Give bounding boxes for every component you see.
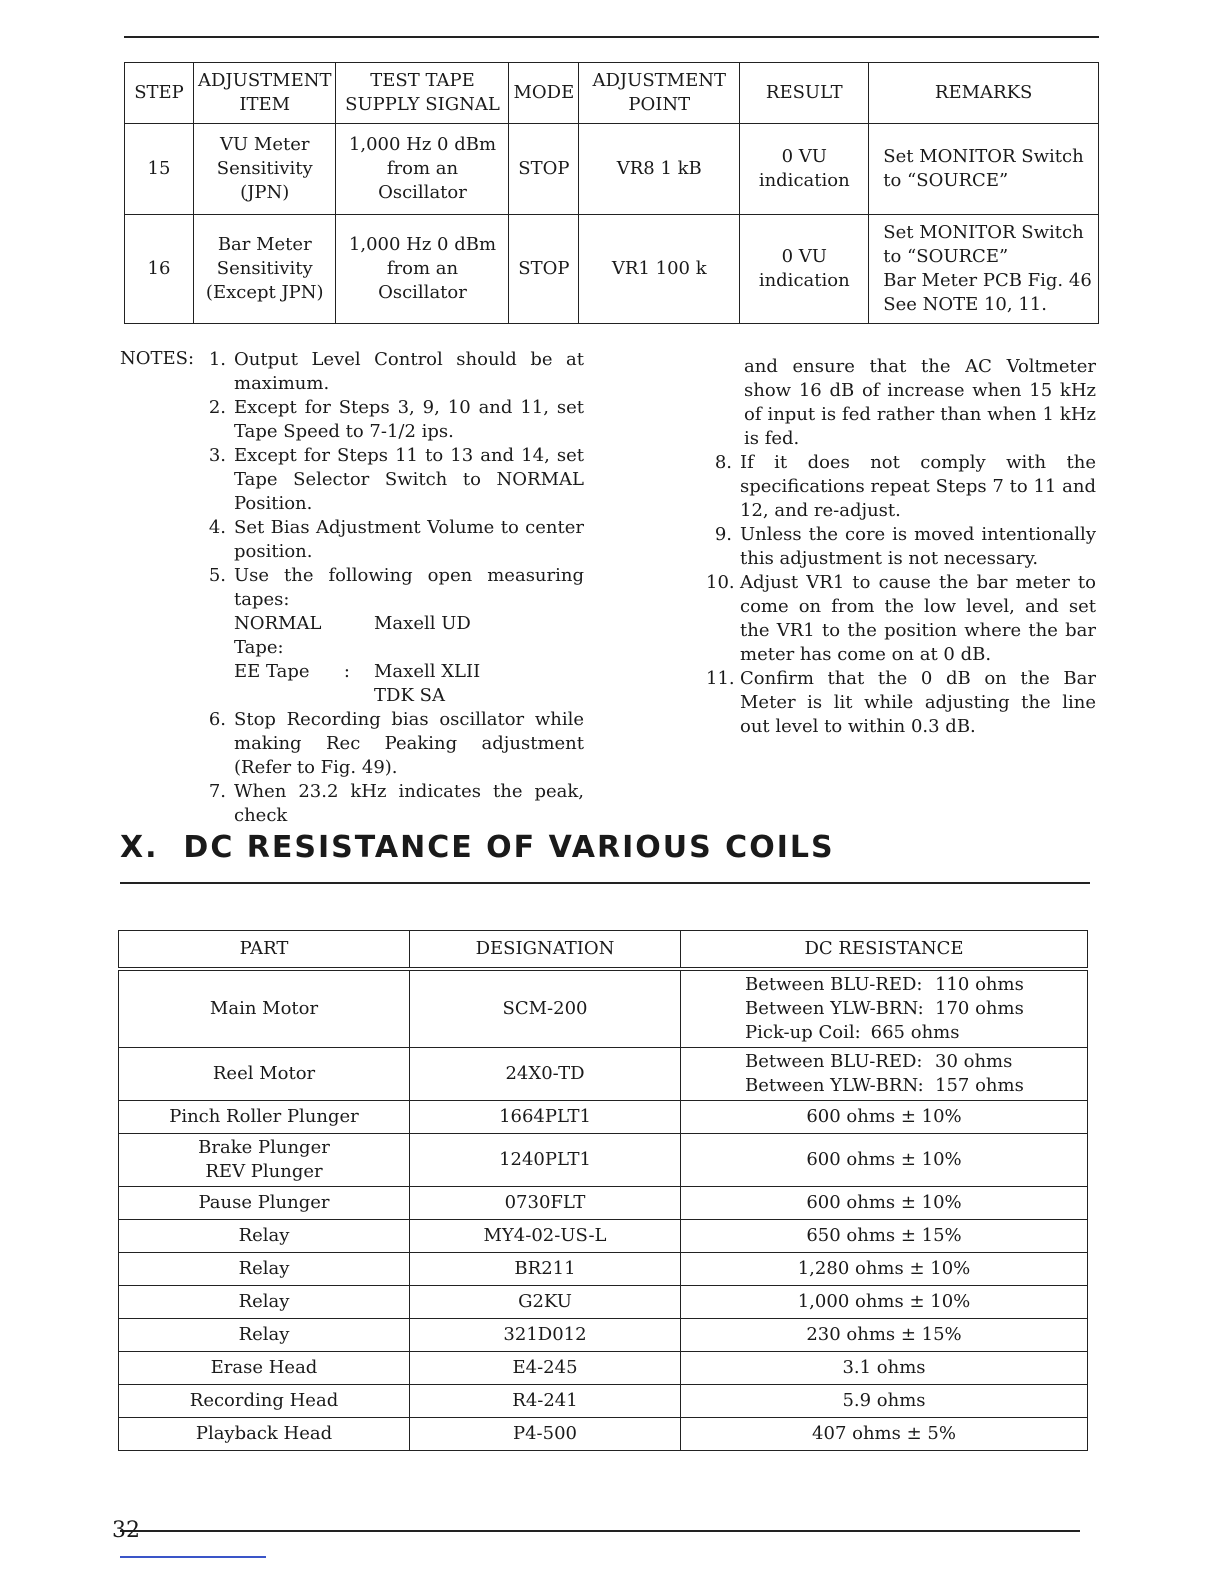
table-row <box>119 1385 1088 1418</box>
note-text: Stop Recording bias oscillator while making Rec Peaking adjustment (Refer to Fig. 49). <box>234 709 584 778</box>
table-header-row <box>125 63 1099 124</box>
item-cell <box>194 215 336 324</box>
dc-resistance-cell: 600 ohms ± 10% <box>681 1101 1088 1134</box>
remarks-line: to “SOURCE” <box>883 170 1009 191</box>
header-adjustment-point: ADJUSTMENT POINT <box>579 63 740 124</box>
dc-label: Between YLW-BRN: <box>745 998 924 1019</box>
result-line: 0 VU <box>781 146 827 167</box>
signal-line: 1,000 Hz 0 dBm <box>348 234 497 255</box>
dc-line <box>745 997 1083 1021</box>
mode-cell: STOP <box>509 124 579 215</box>
dc-resistance-cell: 650 ohms ± 15% <box>681 1220 1088 1253</box>
designation-cell: 1664PLT1 <box>410 1101 681 1134</box>
table-row <box>119 1286 1088 1319</box>
dc-line <box>745 1050 1083 1074</box>
note-item <box>200 780 584 828</box>
signal-cell <box>336 124 509 215</box>
dc-resistance-cell <box>681 969 1088 1048</box>
signal-line: Oscillator <box>378 282 467 303</box>
tape-value: Maxell XLII <box>374 661 481 682</box>
designation-cell: 321D012 <box>410 1319 681 1352</box>
designation-cell: R4-241 <box>410 1385 681 1418</box>
dc-value: 170 ohms <box>935 998 1024 1019</box>
note-number: 4. <box>208 517 226 538</box>
part-cell: Main Motor <box>119 969 410 1048</box>
header-remarks: REMARKS <box>869 63 1099 124</box>
note-item <box>200 708 584 780</box>
remarks-line: to “SOURCE” <box>883 246 1009 267</box>
part-cell: Pinch Roller Plunger <box>119 1101 410 1134</box>
tape-value: TDK SA <box>374 685 445 706</box>
dc-resistance-cell: 600 ohms ± 10% <box>681 1187 1088 1220</box>
note-text: Use the following open measuring tapes: <box>234 565 584 610</box>
header-test-tape: TEST TAPE SUPPLY SIGNAL <box>336 63 509 124</box>
mode-cell: STOP <box>509 215 579 324</box>
part-cell: Relay <box>119 1253 410 1286</box>
note-item <box>200 516 584 564</box>
notes-left-column <box>200 348 584 828</box>
dc-value: 665 ohms <box>870 1022 960 1043</box>
note-continuation: and ensure that the AC Voltmeter show 16 dB of increase when 15 kHz of input is fed rather than when 1 kHz is fed. <box>744 356 1096 449</box>
item-line: Sensitivity <box>216 258 313 279</box>
part-line: Brake Plunger <box>198 1137 330 1158</box>
tape-name: NORMAL Tape: <box>234 613 322 658</box>
signal-line: from an <box>386 258 459 279</box>
note-number: 8. <box>714 452 732 473</box>
step-cell: 16 <box>125 215 194 324</box>
header-adjustment-item: ADJUSTMENT ITEM <box>194 63 336 124</box>
designation-cell: 0730FLT <box>410 1187 681 1220</box>
notes-label: NOTES: <box>120 348 195 369</box>
header-step: STEP <box>125 63 194 124</box>
dc-label: Between BLU-RED: <box>745 1051 923 1072</box>
header-part: PART <box>119 931 410 970</box>
note-item <box>706 523 1096 571</box>
note-number: 3. <box>208 445 226 466</box>
note-item <box>200 396 584 444</box>
designation-cell: BR211 <box>410 1253 681 1286</box>
designation-cell: P4-500 <box>410 1418 681 1451</box>
tape-row <box>234 612 584 660</box>
note-text: Unless the core is moved intentionally this adjustment is not necessary. <box>740 524 1096 569</box>
table-row <box>119 1418 1088 1451</box>
note-item <box>706 451 1096 523</box>
part-cell: Relay <box>119 1319 410 1352</box>
note-number: 5. <box>208 565 226 586</box>
remarks-line: Bar Meter PCB Fig. 46 <box>883 270 1092 291</box>
signal-line: from an <box>386 158 459 179</box>
designation-cell: E4-245 <box>410 1352 681 1385</box>
part-cell: Relay <box>119 1220 410 1253</box>
page-number: 32 <box>112 1518 140 1543</box>
dc-resistance-cell: 600 ohms ± 10% <box>681 1134 1088 1187</box>
remarks-line: Set MONITOR Switch <box>883 222 1084 243</box>
table-row <box>119 1319 1088 1352</box>
dc-line <box>745 1074 1083 1098</box>
designation-cell: MY4-02-US-L <box>410 1220 681 1253</box>
dc-line <box>745 1021 1083 1045</box>
notes-right-column <box>706 355 1096 739</box>
designation-cell: G2KU <box>410 1286 681 1319</box>
part-cell: Relay <box>119 1286 410 1319</box>
note-text: Confirm that the 0 dB on the Bar Meter is lit while adjusting the line out level to within 0.3 dB. <box>740 668 1096 737</box>
bottom-rule <box>120 1530 1080 1532</box>
result-line: 0 VU <box>781 246 827 267</box>
remarks-line: See NOTE 10, 11. <box>883 294 1047 315</box>
item-line: (Except JPN) <box>205 282 324 303</box>
table-row <box>119 1134 1088 1187</box>
note-number: 2. <box>208 397 226 418</box>
section-title: X. DC RESISTANCE OF VARIOUS COILS <box>120 830 835 865</box>
note-text: Except for Steps 11 to 13 and 14, set Tape Selector Switch to NORMAL Position. <box>234 445 584 514</box>
dc-label: Between YLW-BRN: <box>745 1075 924 1096</box>
tape-row <box>234 660 584 684</box>
table-row <box>125 215 1099 324</box>
section-rule <box>120 882 1090 884</box>
table-row <box>119 1352 1088 1385</box>
note-number: 1. <box>208 349 226 370</box>
result-cell <box>740 124 869 215</box>
dc-resistance-cell: 407 ohms ± 5% <box>681 1418 1088 1451</box>
header-dc-resistance: DC RESISTANCE <box>681 931 1088 970</box>
header-mode: MODE <box>509 63 579 124</box>
tape-value: Maxell UD <box>374 613 471 634</box>
table-row <box>119 1187 1088 1220</box>
result-cell <box>740 215 869 324</box>
note-number: 10. <box>706 572 735 593</box>
dc-resistance-cell: 3.1 ohms <box>681 1352 1088 1385</box>
point-cell: VR8 1 kB <box>579 124 740 215</box>
part-cell <box>119 1134 410 1187</box>
part-cell: Reel Motor <box>119 1048 410 1101</box>
dc-value: 30 ohms <box>935 1051 1013 1072</box>
note-text: Adjust VR1 to cause the bar meter to come on from the low level, and set the VR1 to the position where the bar meter has come on at 0 dB. <box>740 572 1096 665</box>
dc-label: Between BLU-RED: <box>745 974 923 995</box>
designation-cell: 24X0-TD <box>410 1048 681 1101</box>
item-line: Sensitivity <box>216 158 313 179</box>
remarks-cell <box>869 124 1099 215</box>
signal-line: 1,000 Hz 0 dBm <box>348 134 497 155</box>
note-text: Set Bias Adjustment Volume to center position. <box>234 517 584 562</box>
note-text: Output Level Control should be at maximum. <box>234 349 584 394</box>
part-cell: Erase Head <box>119 1352 410 1385</box>
result-line: indication <box>758 270 850 291</box>
note-number: 7. <box>208 781 226 802</box>
step-cell: 15 <box>125 124 194 215</box>
signal-line: Oscillator <box>378 182 467 203</box>
part-cell: Pause Plunger <box>119 1187 410 1220</box>
table-row <box>119 969 1088 1048</box>
note-number: 9. <box>714 524 732 545</box>
coil-resistance-table <box>118 930 1088 1451</box>
remarks-cell <box>869 215 1099 324</box>
dc-resistance-cell: 1,000 ohms ± 10% <box>681 1286 1088 1319</box>
note-item <box>706 667 1096 739</box>
dc-resistance-cell <box>681 1048 1088 1101</box>
item-line: (JPN) <box>240 182 290 203</box>
part-cell: Recording Head <box>119 1385 410 1418</box>
part-line: REV Plunger <box>205 1161 323 1182</box>
dc-value: 157 ohms <box>935 1075 1024 1096</box>
dc-resistance-cell: 5.9 ohms <box>681 1385 1088 1418</box>
note-item <box>706 571 1096 667</box>
dc-value: 110 ohms <box>935 974 1024 995</box>
header-designation: DESIGNATION <box>410 931 681 970</box>
point-cell: VR1 100 k <box>579 215 740 324</box>
dc-resistance-cell: 230 ohms ± 15% <box>681 1319 1088 1352</box>
table-row <box>119 1220 1088 1253</box>
dc-line <box>745 973 1083 997</box>
blue-underline <box>120 1556 266 1558</box>
top-rule <box>124 36 1099 38</box>
tape-name <box>234 684 374 708</box>
header-result: RESULT <box>740 63 869 124</box>
designation-cell: SCM-200 <box>410 969 681 1048</box>
dc-resistance-cell: 1,280 ohms ± 10% <box>681 1253 1088 1286</box>
note-number: 11. <box>706 668 735 689</box>
note-text: Except for Steps 3, 9, 10 and 11, set Tape Speed to 7-1/2 ips. <box>234 397 584 442</box>
adjustment-table <box>124 62 1099 324</box>
part-cell: Playback Head <box>119 1418 410 1451</box>
item-line: VU Meter <box>220 134 310 155</box>
table-row <box>119 1101 1088 1134</box>
table-row <box>119 1253 1088 1286</box>
designation-cell: 1240PLT1 <box>410 1134 681 1187</box>
tape-name: EE Tape : <box>234 661 350 682</box>
dc-label: Pick-up Coil: <box>745 1022 861 1043</box>
note-number: 6. <box>208 709 226 730</box>
note-text: If it does not comply with the specifications repeat Steps 7 to 11 and 12, and re-adjust. <box>740 452 1096 521</box>
tape-row <box>234 684 584 708</box>
note-item <box>200 348 584 396</box>
note-item <box>200 444 584 516</box>
remarks-line: Set MONITOR Switch <box>883 146 1084 167</box>
signal-cell <box>336 215 509 324</box>
table-row <box>119 1048 1088 1101</box>
note-item <box>200 564 584 708</box>
note-text: When 23.2 kHz indicates the peak, check <box>234 781 584 826</box>
table-header-row <box>119 931 1088 970</box>
item-cell <box>194 124 336 215</box>
table-row <box>125 124 1099 215</box>
item-line: Bar Meter <box>217 234 312 255</box>
result-line: indication <box>758 170 850 191</box>
